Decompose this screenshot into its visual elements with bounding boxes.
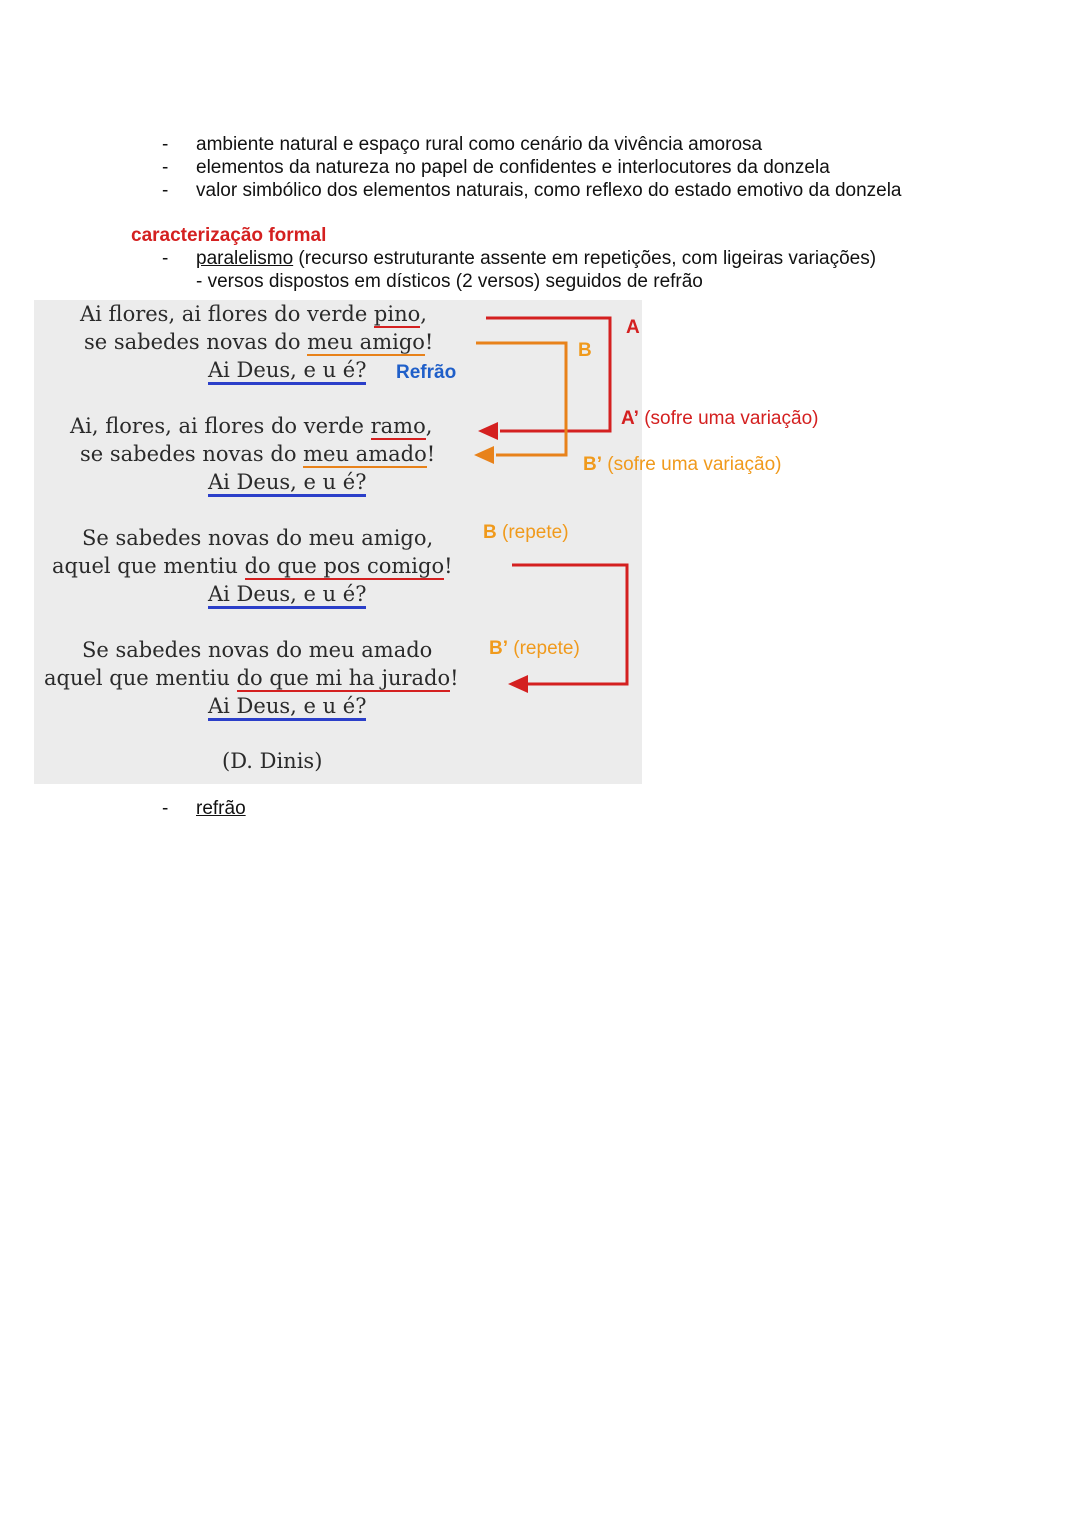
refrain-line: Ai Deus, e u é? <box>208 357 366 383</box>
verse-line: Se sabedes novas do meu amado <box>82 638 433 662</box>
refrain-line: Ai Deus, e u é? <box>208 469 366 495</box>
bullet-dash: - <box>162 157 169 178</box>
verse-line: Ai flores, ai flores do verde pino, <box>80 302 427 326</box>
section-heading: caracterização formal <box>131 225 327 246</box>
verse-line: se sabedes novas do meu amigo! <box>84 330 434 354</box>
refrao-item: refrão <box>196 798 246 819</box>
bullet-dash: - <box>162 248 169 269</box>
label-a: A <box>626 317 640 338</box>
verse-line: aquel que mentiu do que pos comigo! <box>52 554 453 578</box>
bullet-dash: - <box>162 798 169 819</box>
paralelismo-desc: (recurso estruturante assente em repetições, com ligeiras variações) <box>293 248 877 269</box>
refrain-line: Ai Deus, e u é? <box>208 693 366 719</box>
verse-line: Se sabedes novas do meu amigo, <box>82 526 434 550</box>
bullet-text: ambiente natural e espaço rural como cenário da vivência amorosa <box>196 134 763 155</box>
bullet-text: valor simbólico dos elementos naturais, como reflexo do estado emotivo da donzela <box>196 180 902 201</box>
paralelismo-sub: - versos dispostos em dísticos (2 versos) seguidos de refrão <box>196 271 703 292</box>
paralelismo-line <box>196 247 876 270</box>
refrao-label: Refrão <box>396 362 457 383</box>
refrain-line: Ai Deus, e u é? <box>208 581 366 607</box>
verse-line: se sabedes novas do meu amado! <box>80 442 436 466</box>
label-bp-repete: B’ (repete) <box>489 638 580 659</box>
verse-line: aquel que mentiu do que mi ha jurado! <box>44 666 459 690</box>
bullet-dash: - <box>162 180 169 201</box>
label-b: B <box>578 340 592 361</box>
label-b-repete: B (repete) <box>483 522 569 543</box>
bullet-text: elementos da natureza no papel de confidentes e interlocutores da donzela <box>196 157 830 178</box>
poem-author: (D. Dinis) <box>222 749 323 773</box>
verse-line: Ai, flores, ai flores do verde ramo, <box>70 414 433 438</box>
label-b-prime: B’ (sofre uma variação) <box>583 454 782 475</box>
label-a-prime: A’ (sofre uma variação) <box>621 408 819 429</box>
bullet-dash: - <box>162 134 169 155</box>
paralelismo-term: paralelismo <box>196 248 294 269</box>
